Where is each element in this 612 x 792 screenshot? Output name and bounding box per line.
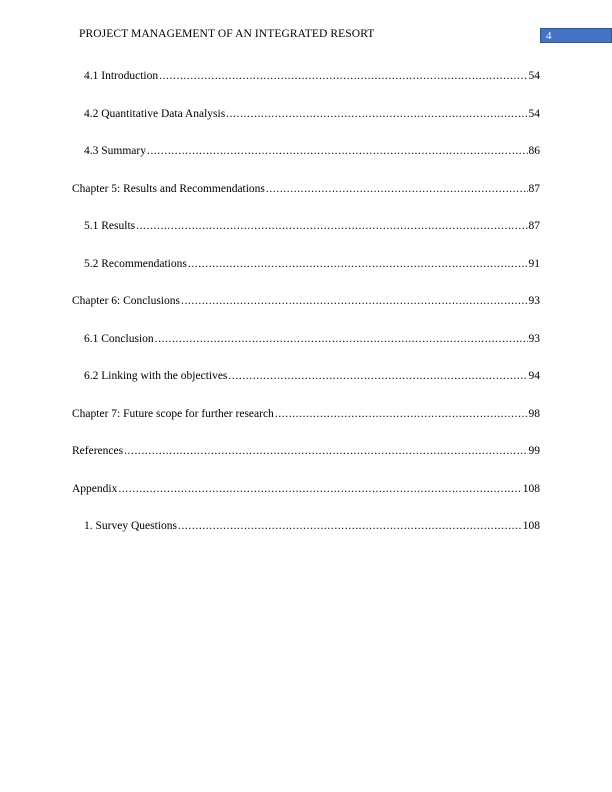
toc-entry[interactable] — [72, 145, 540, 183]
toc-entry[interactable] — [72, 370, 540, 408]
toc-dot-leader — [181, 295, 528, 307]
toc-entry[interactable] — [72, 295, 540, 333]
toc-entry-page-number: 54 — [528, 107, 540, 120]
toc-entry-label: Appendix — [72, 482, 118, 495]
toc-entry-page-number: 94 — [528, 370, 540, 382]
toc-entry-page-number: 86 — [528, 145, 540, 157]
toc-entry[interactable] — [72, 108, 540, 146]
toc-dot-leader — [124, 445, 527, 457]
toc-entry[interactable] — [72, 258, 540, 296]
toc-entry-label: References — [72, 445, 124, 457]
toc-dot-leader — [136, 220, 527, 232]
toc-entry[interactable] — [72, 220, 540, 258]
toc-dot-leader — [155, 333, 528, 345]
toc-entry-label: Chapter 6: Conclusions — [72, 295, 180, 307]
toc-entry[interactable] — [72, 333, 540, 371]
toc-dot-leader — [159, 70, 527, 82]
toc-entry[interactable] — [72, 408, 540, 446]
toc-entry-page-number: 93 — [528, 332, 540, 345]
toc-entry-label: 4.3 Summary — [84, 145, 146, 157]
toc-entry-page-number: 87 — [528, 182, 540, 195]
toc-entry-page-number: 93 — [528, 295, 540, 307]
toc-entry[interactable] — [72, 445, 540, 483]
toc-entry-label: 4.2 Quantitative Data Analysis — [84, 107, 226, 120]
toc-entry-page-number: 98 — [528, 407, 540, 420]
toc-entry-page-number: 99 — [528, 445, 540, 457]
toc-entry-page-number: 91 — [528, 257, 540, 270]
toc-entry-label: 5.2 Recommendations — [84, 257, 187, 270]
toc-entry-page-number: 108 — [522, 520, 540, 532]
toc-entry-page-number: 108 — [522, 482, 540, 495]
toc-entry-label: Chapter 5: Results and Recommendations — [72, 182, 265, 195]
toc-entry-label: Chapter 7: Future scope for further research — [72, 407, 274, 420]
toc-dot-leader — [228, 370, 527, 382]
toc-entry-label: 1. Survey Questions — [84, 520, 177, 532]
toc-entry-label: 4.1 Introduction — [84, 70, 159, 82]
table-of-contents — [72, 70, 540, 558]
toc-dot-leader — [275, 408, 528, 420]
toc-dot-leader — [178, 520, 522, 532]
toc-dot-leader — [118, 483, 521, 495]
toc-dot-leader — [147, 145, 528, 157]
toc-entry-label: 6.2 Linking with the objectives — [84, 370, 228, 382]
toc-entry[interactable] — [72, 183, 540, 221]
page-number-badge: 4 — [540, 28, 612, 43]
running-header-title: PROJECT MANAGEMENT OF AN INTEGRATED RESORT — [79, 28, 375, 40]
toc-dot-leader — [226, 108, 527, 120]
toc-entry[interactable] — [72, 520, 540, 558]
toc-entry-label: 6.1 Conclusion — [84, 332, 154, 345]
toc-dot-leader — [266, 183, 528, 195]
toc-entry[interactable] — [72, 483, 540, 521]
toc-entry[interactable] — [72, 70, 540, 108]
toc-entry-page-number: 54 — [528, 70, 540, 82]
toc-entry-label: 5.1 Results — [84, 220, 136, 232]
toc-entry-page-number: 87 — [528, 220, 540, 232]
toc-dot-leader — [188, 258, 528, 270]
